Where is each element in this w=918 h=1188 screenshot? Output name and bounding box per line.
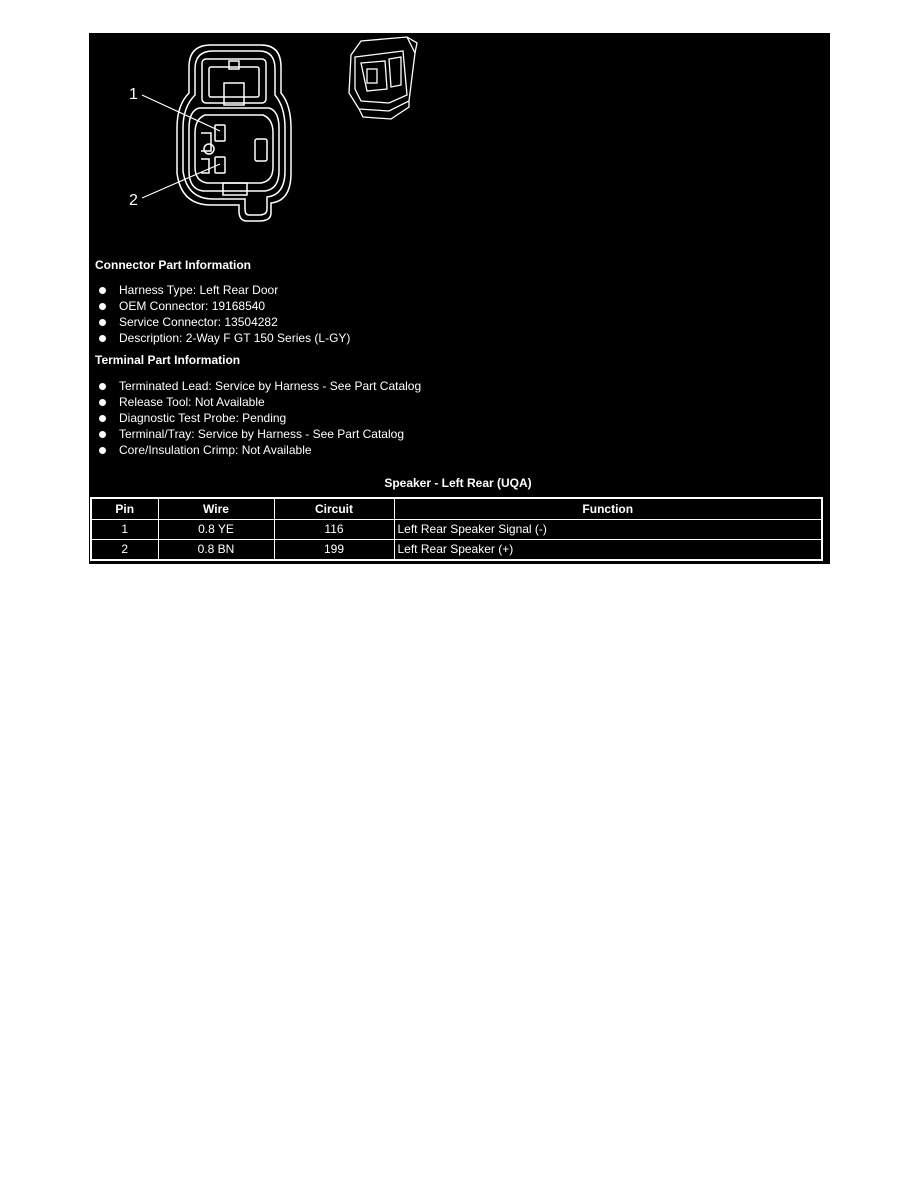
- bullet-icon: [99, 319, 106, 326]
- cell-function: Left Rear Speaker Signal (-): [394, 520, 822, 540]
- terminal-info-item: Diagnostic Test Probe: Pending: [119, 411, 287, 425]
- list-item: [99, 410, 421, 426]
- bullet-icon: [99, 399, 106, 406]
- cell-circuit: 116: [274, 520, 394, 540]
- bullet-icon: [99, 383, 106, 390]
- bullet-icon: [99, 287, 106, 294]
- list-item: [99, 394, 421, 410]
- terminal-info-heading: Terminal Part Information: [95, 353, 241, 367]
- table-row: [91, 540, 822, 561]
- list-item: [99, 442, 421, 458]
- bullet-icon: [99, 447, 106, 454]
- bullet-icon: [99, 431, 106, 438]
- table-title: Speaker - Left Rear (UQA): [384, 476, 532, 490]
- cell-wire: 0.8 BN: [158, 540, 274, 561]
- connector-info-item: Service Connector: 13504282: [119, 315, 278, 329]
- connector-info-item: Description: 2-Way F GT 150 Series (L-GY): [119, 331, 351, 345]
- cell-circuit: 199: [274, 540, 394, 561]
- bullet-icon: [99, 303, 106, 310]
- list-item: [99, 330, 350, 346]
- list-item: [99, 282, 350, 298]
- terminal-info-item: Release Tool: Not Available: [119, 395, 265, 409]
- connector-isometric-view: [349, 37, 417, 119]
- connector-panel: [89, 33, 830, 564]
- terminal-info-item: Core/Insulation Crimp: Not Available: [119, 443, 312, 457]
- connector-info-heading: Connector Part Information: [95, 258, 252, 272]
- terminal-info-list: [99, 378, 421, 458]
- bullet-icon: [99, 335, 106, 342]
- connector-face-diagram: [89, 33, 830, 233]
- column-header-pin: Pin: [91, 498, 158, 520]
- list-item: [99, 426, 421, 442]
- list-item: [99, 314, 350, 330]
- cell-pin: 1: [91, 520, 158, 540]
- cell-pin: 2: [91, 540, 158, 561]
- cell-function: Left Rear Speaker (+): [394, 540, 822, 561]
- connector-info-item: OEM Connector: 19168540: [119, 299, 266, 313]
- column-header-function: Function: [394, 498, 822, 520]
- bullet-icon: [99, 415, 106, 422]
- terminal-info-item: Terminal/Tray: Service by Harness - See Part Catalog: [119, 427, 404, 441]
- cell-wire: 0.8 YE: [158, 520, 274, 540]
- connector-info-list: [99, 282, 350, 346]
- pin-table: [90, 497, 823, 561]
- connector-info-item: Harness Type: Left Rear Door: [119, 283, 279, 297]
- terminal-info-item: Terminated Lead: Service by Harness - See Part Catalog: [119, 379, 422, 393]
- callout-1: 1: [129, 86, 138, 103]
- column-header-circuit: Circuit: [274, 498, 394, 520]
- callout-2: 2: [129, 192, 138, 209]
- column-header-wire: Wire: [158, 498, 274, 520]
- list-item: [99, 378, 421, 394]
- connector-face-view: [177, 45, 291, 221]
- table-header-row: [91, 498, 822, 520]
- table-row: [91, 520, 822, 540]
- list-item: [99, 298, 350, 314]
